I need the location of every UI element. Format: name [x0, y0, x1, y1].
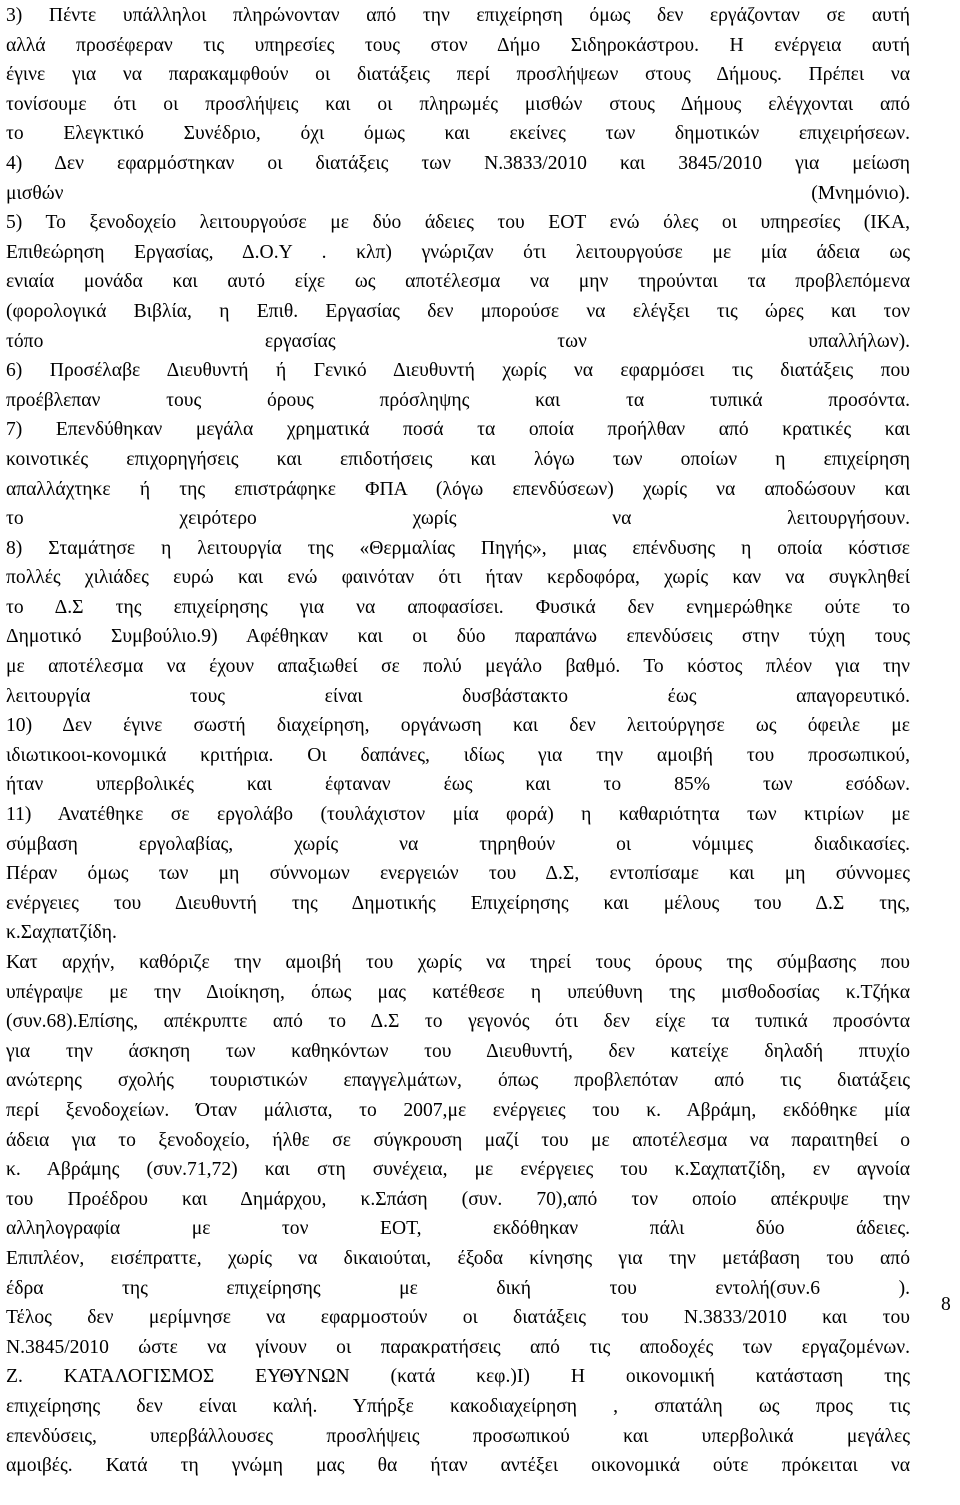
- text-line: περί ξενοδοχείων. Όταν μάλιστα, το 2007,με ενέργειες του κ. Αβράμη, εκδόθηκε μία: [6, 1099, 910, 1121]
- text-line: 11) Ανατέθηκε σε εργολάβο (τουλάχιστον μία φορά) η καθαριότητα των κτιρίων με: [6, 804, 910, 826]
- text-line: αλληλογραφία με τον ΕΟΤ, εκδόθηκαν πάλι δύο άδειες.: [6, 1218, 910, 1240]
- text-line: έγινε για να παρακαμφθούν οι διατάξεις περί προσλήψεων στους Δήμους. Πρέπει να: [6, 64, 910, 86]
- text-line: σύμβαση εργολαβίας, χωρίς να τηρηθούν οι νόμιμες διαδικασίες.: [6, 833, 910, 855]
- text-line: Επιπλέον, εισέπραττε, χωρίς να δικαιούται, έξοδα κίνησης για την μετάβαση του από: [6, 1247, 910, 1269]
- text-line: πολλές χιλιάδες ευρώ και ενώ φαινόταν ότι ήταν κερδοφόρα, χωρίς καν να συγκληθεί: [6, 567, 910, 589]
- text-line: λειτουργία τους είναι δυσβάστακτο έως απαγορευτικό.: [6, 685, 910, 707]
- text-line: αλλά προσέφεραν τις υπηρεσίες τους στον Δήμο Σιδηροκάστρου. Η ενέργεια αυτή: [6, 34, 910, 56]
- text-line: Τέλος δεν μερίμνησε να εφαρμοστούν οι διατάξεις του Ν.3833/2010 και του: [6, 1307, 910, 1329]
- text-line: (συν.68).Επίσης, απέκρυπτε από το Δ.Σ το γεγονός ότι δεν είχε τα τυπικά προσόντα: [6, 1011, 910, 1033]
- text-line: ιδιωτικοοι-κονομικά κριτήρια. Οι δαπάνες, ιδίως για την αμοιβή του προσωπικού,: [6, 744, 910, 766]
- page-number: 8: [941, 1294, 951, 1315]
- text-line: ανώτερης σχολής τουριστικών επαγγελμάτων, όπως προβλεπόταν από τις διατάξεις: [6, 1070, 910, 1092]
- text-line: (φορολογικά Βιβλία, η Επιθ. Εργασίας δεν μπορούσε να ελέγξει τις ώρες και τον: [6, 300, 910, 322]
- text-line: επιχείρησης δεν είναι καλή. Υπήρξε κακοδιαχείρηση , σπατάλη ως προς τις: [6, 1395, 910, 1417]
- text-line: Επιθεώρηση Εργασίας, Δ.Ο.Υ . κλπ) γνώριζαν ότι λειτουργούσε με μία άδεια ως: [6, 241, 910, 263]
- text-line: 7) Επενδύθηκαν μεγάλα χρηματικά ποσά τα οποία προήλθαν από κρατικές και: [6, 419, 910, 441]
- text-line: τόπο εργασίας των υπαλλήλων).: [6, 330, 910, 352]
- text-line: Κατ αρχήν, καθόριζε την αμοιβή του χωρίς να τηρεί τους όρους της σύμβασης που: [6, 952, 910, 973]
- text-line: κ. Αβράμης (συν.71,72) και στη συνέχεια, με ενέργειες του κ.Σαχπατζίδη, εν αγνοία: [6, 1159, 910, 1181]
- text-line: ενιαία μονάδα και αυτό είχε ως αποτέλεσμα να μην τηρούνται τα προβλεπόμενα: [6, 271, 910, 293]
- text-line: Πέραν όμως των μη σύννομων ενεργειών του Δ.Σ, εντοπίσαμε και μη σύννομες: [6, 863, 910, 885]
- text-line: απαλλάχτηκε ή της επιστράφηκε ΦΠΑ (λόγω επενδύσεων) χωρίς να αποδώσουν και: [6, 478, 910, 500]
- text-line: 4) Δεν εφαρμόστηκαν οι διατάξεις των Ν.3833/2010 και 3845/2010 για μείωση: [6, 152, 910, 174]
- text-line: Ζ. ΚΑΤΑΛΟΓΙΣΜΟΣ ΕΥΘΥΝΩΝ (κατά κεφ.)Ι) Η οικονομική κατάσταση της: [6, 1366, 910, 1388]
- text-line: 6) Προσέλαβε Διευθυντή ή Γενικό Διευθυντή χωρίς να εφαρμόσει τις διατάξεις που: [6, 360, 910, 382]
- text-line: αμοιβές. Κατά τη γνώμη μας θα ήταν αντέξει οικονομικά ούτε πρόκειται να: [6, 1455, 910, 1477]
- text-line: με αποτέλεσμα να έχουν απαξιωθεί σε πολύ μεγάλο βαθμό. Το κόστος πλέον για την: [6, 656, 910, 678]
- text-line: 5) Το ξενοδοχείο λειτουργούσε με δύο άδειες του ΕΟΤ ενώ όλες οι υπηρεσίες (ΙΚΑ,: [6, 212, 910, 234]
- text-line: του Προέδρου και Δημάρχου, κ.Σπάση (συν. 70),από τον οποίο απέκρυψε την: [6, 1188, 910, 1210]
- text-line: επενδύσεις, υπερβάλλουσες προσλήψεις προσωπικού και υπερβολικά μεγάλες: [6, 1425, 910, 1447]
- text-line: μισθών (Μνημόνιο).: [6, 182, 910, 204]
- text-line: άδεια για το ξενοδοχείο, ήλθε σε σύγκρουση μαζί του με αποτέλεσμα να παραιτηθεί ο: [6, 1129, 910, 1151]
- text-line: κ.Σαχπατζίδη.: [6, 922, 117, 944]
- text-line: τονίσουμε ότι οι προσλήψεις και οι πληρωμές μισθών στους Δήμους ελέγχονται από: [6, 93, 910, 115]
- text-line: το χειρότερο χωρίς να λειτουργήσουν.: [6, 508, 910, 530]
- text-line: προέβλεπαν τους όρους πρόσληψης και τα τυπικά προσόντα.: [6, 389, 910, 411]
- text-line: 8) Σταμάτησε η λειτουργία της «Θερμαλίας Πηγής», μιας επένδυσης η οποία κόστισε: [6, 537, 910, 559]
- text-line: 3) Πέντε υπάλληλοι πληρώνονταν από την επιχείρηση όμως δεν εργάζονταν σε αυτή: [6, 5, 910, 26]
- document-page: [6, 1, 910, 1481]
- text-line: έδρα της επιχείρησης με δική του εντολή(συν.6 ).: [6, 1277, 910, 1299]
- text-line: ενέργειες του Διευθυντή της Δημοτικής Επιχείρησης και μέλους του Δ.Σ της,: [6, 892, 910, 914]
- text-line: Ν.3845/2010 ώστε να γίνουν οι παρακρατήσεις από τις αποδοχές των εργαζομένων.: [6, 1336, 910, 1358]
- text-line: το Ελεγκτικό Συνέδριο, όχι όμως και εκείνες των δημοτικών επιχειρήσεων.: [6, 123, 910, 145]
- text-line: για την άσκηση των καθηκόντων του Διευθυντή, δεν κατείχε δηλαδή πτυχίο: [6, 1040, 910, 1062]
- text-line: ήταν υπερβολικές και έφταναν έως και το 85% των εσόδων.: [6, 774, 910, 796]
- text-line: 10) Δεν έγινε σωστή διαχείρηση, οργάνωση και δεν λειτούργησε ως όφειλε με: [6, 715, 910, 737]
- text-line: κοινοτικές επιχορηγήσεις και επιδοτήσεις και λόγω των οποίων η επιχείρηση: [6, 448, 910, 470]
- text-line: το Δ.Σ της επιχείρησης για να αποφασίσει. Φυσικά δεν ενημερώθηκε ούτε το: [6, 596, 910, 618]
- text-line: υπέγραψε με την Διοίκηση, όπως μας κατέθεσε η υπεύθυνη της μισθοδοσίας κ.Τζήκα: [6, 981, 910, 1003]
- text-line: Δημοτικό Συμβούλιο.9) Αφέθηκαν και οι δύο παραπάνω επενδύσεις στην τύχη τους: [6, 626, 910, 648]
